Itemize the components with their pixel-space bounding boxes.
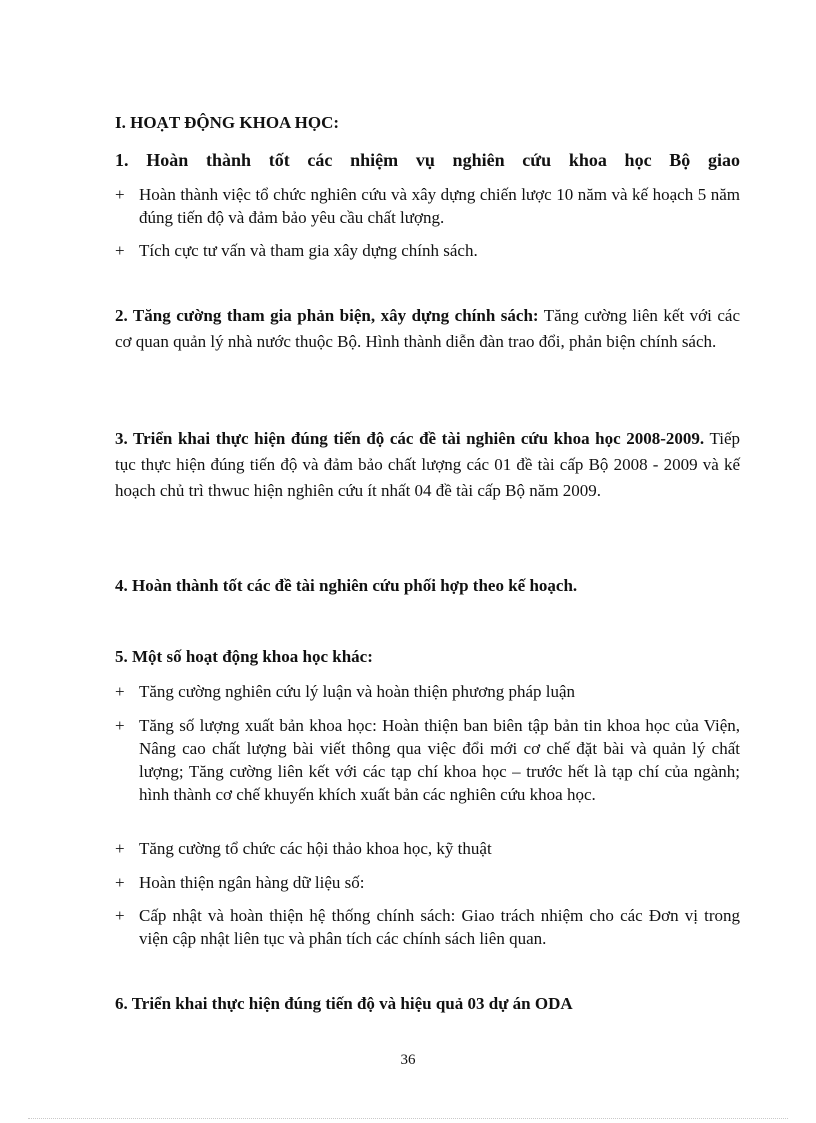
- item-6-title: 6. Triển khai thực hiện đúng tiến độ và hiệu quả 03 dự án ODA: [115, 994, 573, 1013]
- item-1-bullet-1: [115, 183, 740, 229]
- item-5-bullet-3: [115, 837, 740, 860]
- item-2-text: Tăng cường liên kết với các cơ quan quản lý nhà nước thuộc Bộ. Hình thành diễn đàn trao đổi, phản biện chính sách.: [115, 306, 741, 351]
- bullet-plus-icon: +: [115, 873, 125, 892]
- item-4-title: 4. Hoàn thành tốt các đề tài nghiên cứu phối hợp theo kế hoạch.: [115, 576, 578, 595]
- bullet-plus-icon: +: [115, 682, 125, 701]
- item-2-paragraph: [115, 303, 740, 355]
- bullet-text: Tăng cường tổ chức các hội thảo khoa học, kỹ thuật: [139, 839, 492, 858]
- item-5-bullet-4: [115, 871, 740, 894]
- item-5-bullet-2: [115, 714, 740, 806]
- bullet-plus-icon: +: [115, 716, 125, 735]
- item-2-title: 2. Tăng cường tham gia phản biện, xây dựng chính sách:: [115, 306, 539, 325]
- page-border-divider: [28, 1118, 788, 1119]
- item-3-paragraph: [115, 426, 740, 504]
- bullet-text: Tăng cường nghiên cứu lý luận và hoàn thiện phương pháp luận: [139, 682, 576, 701]
- bullet-text: Hoàn thiện ngân hàng dữ liệu số:: [139, 873, 365, 892]
- bullet-plus-icon: +: [115, 185, 125, 204]
- item-1-bullet-2: [115, 239, 740, 262]
- bullet-text: Hoàn thành việc tổ chức nghiên cứu và xây dựng chiến lược 10 năm và kế hoạch 5 năm đúng tiến độ và đảm bảo yêu cầu chất lượng.: [139, 185, 740, 227]
- item-1-title: 1. Hoàn thành tốt các nhiệm vụ nghiên cứu khoa học Bộ giao: [115, 150, 740, 170]
- bullet-plus-icon: +: [115, 906, 125, 925]
- bullet-text: Tích cực tư vấn và tham gia xây dựng chính sách.: [139, 241, 478, 260]
- bullet-text: Cấp nhật và hoàn thiện hệ thống chính sách: Giao trách nhiệm cho các Đơn vị trong viện cập nhật liên tục và phân tích các chính sách liên quan.: [139, 906, 740, 948]
- bullet-plus-icon: +: [115, 839, 125, 858]
- section-heading: I. HOẠT ĐỘNG KHOA HỌC:: [115, 113, 340, 132]
- item-5-bullet-5: [115, 904, 740, 950]
- page-number: 36: [400, 1052, 416, 1068]
- item-3-title: 3. Triển khai thực hiện đúng tiến độ các đề tài nghiên cứu khoa học 2008-2009.: [115, 429, 705, 448]
- bullet-text: Tăng số lượng xuất bản khoa học: Hoàn thiện ban biên tập bản tin khoa học của Viện, Nâng cao chất lượng bài viết thông qua việc đổi mới cơ chế đặt bài và quản lý chất lượng; Tăng cường liên kết với các tạp chí khoa học – trước hết là tạp chí của ngành; hình thành cơ chế khuyến khích xuất bản các nghiên cứu khoa học.: [139, 716, 740, 804]
- item-5-title: 5. Một số hoạt động khoa học khác:: [115, 647, 373, 666]
- bullet-plus-icon: +: [115, 241, 125, 260]
- item-3-text: Tiếp tục thực hiện đúng tiến độ và đảm bảo chất lượng các 01 đề tài cấp Bộ 2008 - 2009 và kế hoạch chủ trì thwuc hiện nghiên cứu ít nhất 04 đề tài cấp Bộ năm 2009.: [115, 429, 740, 500]
- item-5-bullet-1: [115, 680, 740, 703]
